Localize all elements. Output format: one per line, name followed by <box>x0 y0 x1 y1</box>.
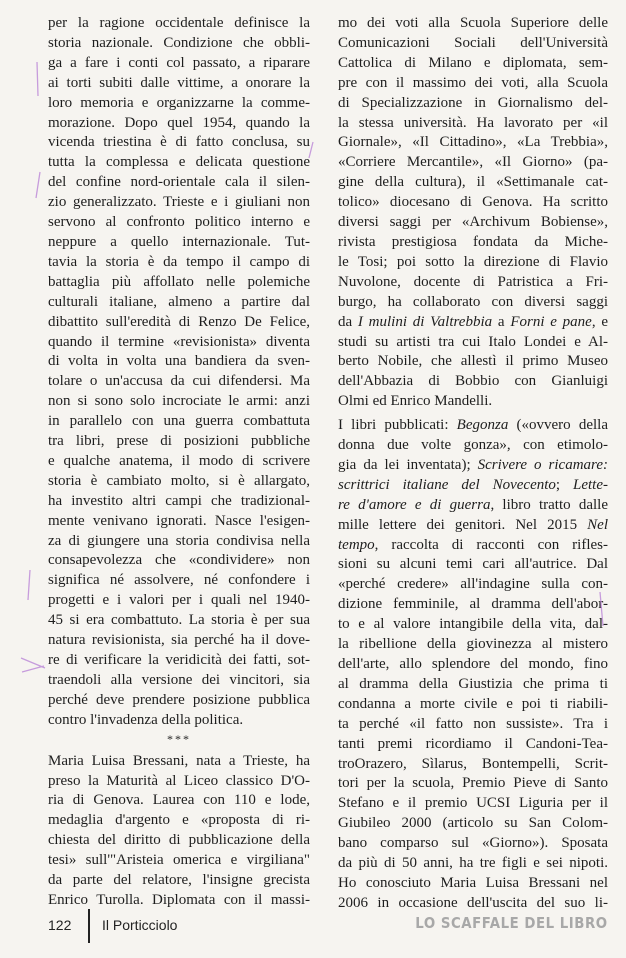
text-line: diversi saggi per «Archivum Bobiense», <box>338 214 608 231</box>
text-line: loro memoria e organizzarne la comme- <box>48 94 310 111</box>
text-line: Ho conosciuto Maria Luisa Bressani nel <box>338 874 608 891</box>
text-line: «perché credere» all'indagine sulla con- <box>338 576 608 593</box>
text-line: dibattito sull'eredità di Renzo De Felice, <box>48 313 310 330</box>
text-line: servono al confronto politico interno e <box>48 214 310 231</box>
text-line: ha investito altri campi che tradizional- <box>48 492 310 509</box>
section-title: LO SCAFFALE DEL LIBRO <box>415 914 608 932</box>
text-line: preso la Maturità al Liceo classico D'O- <box>48 772 310 789</box>
text-line: medaglia d'argento e «proposta di ri- <box>48 812 310 829</box>
text-line: tempo, raccolta di racconti con rifles- <box>338 536 608 553</box>
text-line: tavia la storia è da tempo il campo di <box>48 253 310 270</box>
text-line: progetti e i valori per i quali nel 1940- <box>48 592 310 609</box>
text-line: I libri pubblicati: Begonza («ovvero della <box>338 417 608 434</box>
text-line: storia nazionale. Condizione che obbli- <box>48 34 310 51</box>
text-line: al dramma della Giustizia che prima ti <box>338 675 608 692</box>
text-line: storia è cambiato molto, si è allargato, <box>48 472 310 489</box>
text-line: re di verificare la veridicità dei fatti, sot- <box>48 652 310 668</box>
text-line: morazione. Dopo quel 1954, quando la <box>48 114 310 131</box>
text-line: tutta la complessa e delicata questione <box>48 154 310 171</box>
text-line: mente venivano ignorati. Nasce l'esigen- <box>48 512 310 529</box>
text-line: e qualche anatema, il modo di scrivere <box>48 452 310 469</box>
text-line: chiesta del diritto di pubblicazione della <box>48 832 310 849</box>
text-line: Giornale», «Il Cittadino», «La Trebbia», <box>338 134 608 151</box>
text-line: ria di Genova. Laurea con 110 e lode, <box>48 792 310 809</box>
text-line: Giubileo 2000 (articolo su San Colom- <box>338 815 608 832</box>
text-line: Cattolica di Milano e diplomata, sem- <box>338 54 608 71</box>
right-column <box>338 14 608 914</box>
text-line: troOrazero, Sìlarus, Bontempelli, Scrit- <box>338 755 608 772</box>
text-line: ta perché «il fatto non sussiste». Tra i <box>338 715 608 732</box>
text-line: tolico» diocesano di Genova. Ha scritto <box>338 194 608 211</box>
text-line: 45 si era combattuto. La storia è per sua <box>48 612 310 629</box>
text-line: condanna a morte civile e poi ti riabili- <box>338 695 608 712</box>
text-line: za di giungere una storia condivisa nella <box>48 532 310 549</box>
text-line: da I mulini di Valtrebbia a Forni e pane, e <box>338 313 608 330</box>
text-line: burgo, ha collaborato con diversi saggi <box>338 293 608 310</box>
text-line: Nuvolone, docente di Patristica a Fri- <box>338 273 608 290</box>
text-line: Comunicazioni Sociali dell'Università <box>338 34 608 51</box>
text-line: studi su artisti tra cui Italo Londei e Al- <box>338 333 608 350</box>
text-line: sioni su alcuni temi cari all'autrice. Dal <box>338 556 608 573</box>
text-line: di Specializzazione in Giornalismo del- <box>338 94 608 111</box>
bio-continuation <box>338 14 608 412</box>
text-line: bano comparso sul «Giorno»). Sposata <box>338 835 608 852</box>
text-line: da parte del relatore, l'insigne grecista <box>48 872 310 889</box>
text-line: 2006 in occasione dell'uscita del suo li- <box>338 894 608 911</box>
magazine-name: Il Porticciolo <box>102 917 178 933</box>
text-line: vicenda triestina è di fatto conclusa, su <box>48 134 310 151</box>
bio-paragraph <box>48 752 310 911</box>
section-separator: *** <box>167 731 191 746</box>
text-line: tanti premi ricordiamo il Candoni-Tea- <box>338 735 608 752</box>
text-line: berto Nobile, che allestì il primo Museo <box>338 353 608 370</box>
text-line: tori per la scuola, Premio Pieve di Santo <box>338 775 608 792</box>
text-line: quando il termine «revisionista» diventa <box>48 333 310 350</box>
text-line: natura revisionista, sia perché ha il dove- <box>48 632 310 649</box>
text-line: consapevolezza che «condividere» non <box>48 552 310 569</box>
text-line: tesi» sull'"Aristeia omerica e virgiliana" <box>48 852 310 869</box>
text-line: Stefano e il premio UCSI Liguria per il <box>338 795 608 812</box>
text-line: mo dei voti alla Scuola Superiore delle <box>338 15 608 31</box>
text-line: Maria Luisa Bressani, nata a Trieste, ha <box>48 752 310 769</box>
text-line: traendoli alla versione dei vincitori, sia <box>48 671 310 688</box>
text-line: dizione femminile, al dramma dell'abor- <box>338 596 608 613</box>
text-line: di volta in volta una bandiera da sven- <box>48 353 310 370</box>
text-line: rivista prestigiosa fondata da Miche- <box>338 233 608 250</box>
footer-divider <box>88 909 90 943</box>
text-line: tra libri, prese di posizioni pubbliche <box>48 433 310 450</box>
text-line: dell'arte, allo splendore del mondo, fino <box>338 656 608 672</box>
text-line: Enrico Turolla. Diplomata con il massi- <box>48 891 310 908</box>
text-line: «Corriere Mercantile», «Il Giorno» (pa- <box>338 154 608 171</box>
left-column <box>48 14 310 911</box>
text-line: ga a fare i conti col passato, a riparare <box>48 54 310 71</box>
article-paragraph <box>48 14 310 731</box>
text-line: in parallelo con una guerra combattuta <box>48 413 310 430</box>
text-line: perché deve prendere posizione pubblica <box>48 691 310 708</box>
text-line: la ribellione della giovinezza al mistero <box>338 636 608 653</box>
text-line: contro l'invadenza della politica. <box>48 711 244 728</box>
text-line: to e al valore intangibile della vita, dal- <box>338 616 608 633</box>
text-line: gine della cultura), il «Settimanale cat- <box>338 174 608 191</box>
text-line: neppure a quello internazionale. Tut- <box>48 233 310 250</box>
text-line: non si sono solo incrociate le armi: anzi <box>48 393 310 410</box>
text-line: del confine nord-orientale cala il silen- <box>48 174 310 191</box>
text-line: donna due volte gonza», con etimolo- <box>338 437 608 454</box>
text-line: tolare o un'accusa da cui difendersi. Ma <box>48 373 310 390</box>
page-number: 122 <box>48 917 72 933</box>
text-line: per la ragione occidentale definisce la <box>48 15 310 31</box>
text-line: ai torti subiti dalle vittime, a onorare la <box>48 74 310 91</box>
books-paragraph <box>338 416 608 914</box>
text-line: culturali italiane, almeno a partire dal <box>48 293 310 310</box>
text-line: la stessa università. Ha lavorato per «il <box>338 114 608 131</box>
text-line: Olmi ed Enrico Mandelli. <box>338 393 493 410</box>
text-line: scrittrici italiane del Novecento; Lette- <box>338 476 608 493</box>
text-line: zio generalizzato. Trieste e i giuliani non <box>48 194 310 211</box>
text-line: battaglia più affollato nelle polemiche <box>48 273 310 290</box>
text-line: re d'amore e di guerra, libro tratto dalle <box>338 496 608 513</box>
text-line: mille lettere dei genitori. Nel 2015 Nel <box>338 516 608 533</box>
text-line: le Tosi; poi sotto la direzione di Flavio <box>338 253 608 270</box>
text-line: pre con il massimo dei voti, alla Scuola <box>338 74 608 91</box>
text-line: gia da lei inventata); Scrivere o ricamare: <box>338 456 608 473</box>
text-line: da più di 50 anni, ha tre figli e sei nipoti. <box>338 855 608 872</box>
text-line: dell'Abbazia di Bobbio con Gianluigi <box>338 373 608 390</box>
text-line: significa né assolvere, né confondere i <box>48 572 310 589</box>
